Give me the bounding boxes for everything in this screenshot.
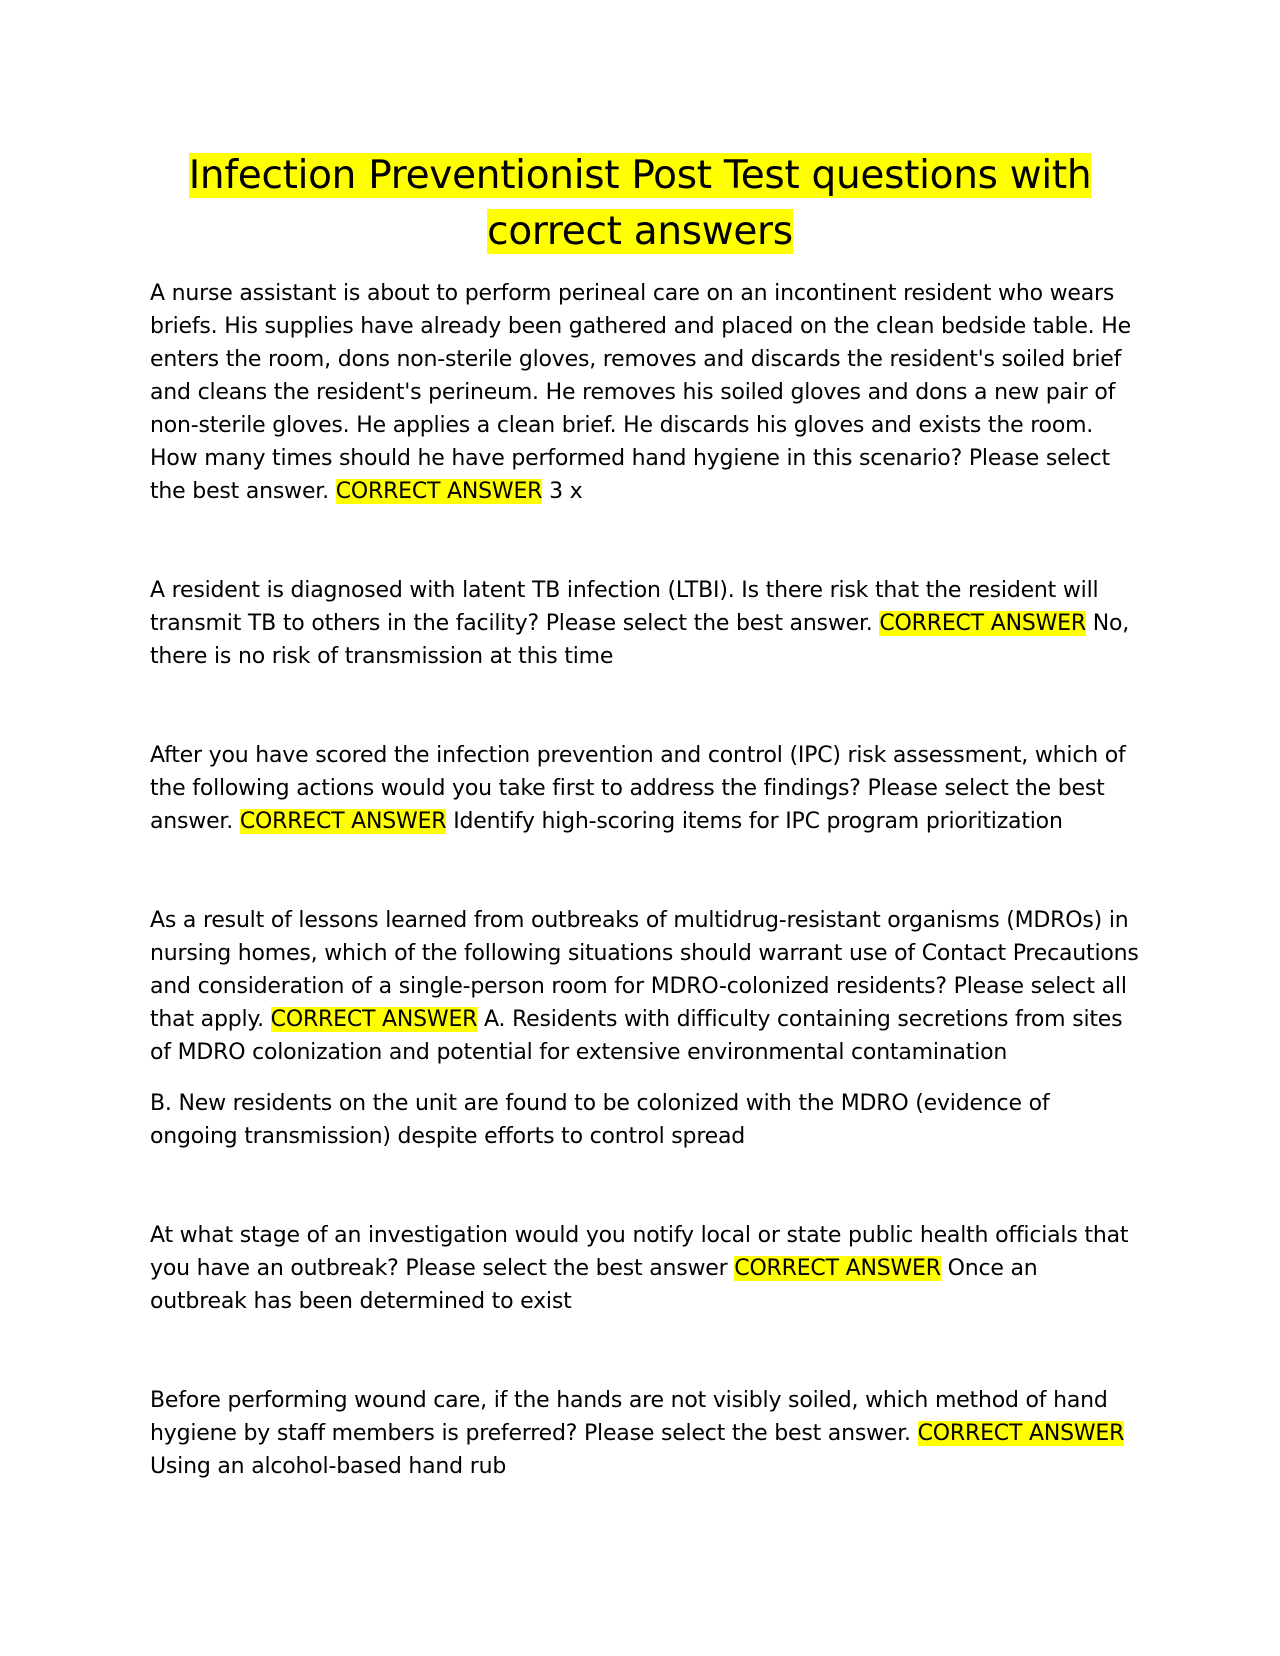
spacer — [150, 1153, 1140, 1219]
correct-answer-label: CORRECT ANSWER — [734, 1256, 941, 1281]
qa-item-4 — [150, 904, 1140, 1069]
qa-item-4-answer-b — [150, 1087, 1140, 1153]
spacer — [150, 508, 1140, 574]
question-text: At what stage of an investigation would you notify local or state public health officials that you have an outbreak? Please select the best answer — [150, 1223, 1129, 1281]
answer-text: 3 x — [549, 479, 583, 504]
answer-text: A. Residents with difficulty containing secretions from sites of MDRO colonization and potential for extensive environmental contamination — [150, 1007, 1123, 1065]
qa-item-2 — [150, 574, 1140, 673]
document-title — [140, 148, 1140, 260]
correct-answer-label: CORRECT ANSWER — [335, 479, 543, 504]
question-text: Before performing wound care, if the hands are not visibly soiled, which method of hand hygiene by staff members is preferred? Please select the best answer. — [150, 1388, 1108, 1446]
question-text: After you have scored the infection prevention and control (IPC) risk assessment, which of the following actions would you take first to address the findings? Please select the best answer. — [150, 743, 1126, 834]
question-text: As a result of lessons learned from outbreaks of multidrug-resistant organisms (MDROs) in nursing homes, which of the following situations should warrant use of Contact Precautions and consideration of a single-person room for MDRO-colonized residents? Please select all that apply. — [150, 908, 1139, 1032]
correct-answer-label: CORRECT ANSWER — [270, 1007, 478, 1032]
spacer — [150, 673, 1140, 739]
answer-text: Using an alcohol-based hand rub — [150, 1454, 507, 1479]
question-text: A resident is diagnosed with latent TB infection (LTBI). Is there risk that the resident will transmit TB to others in the facility? Please select the best answer. — [150, 578, 1099, 636]
answer-text: Once an outbreak has been determined to exist — [150, 1256, 1038, 1314]
question-text: A nurse assistant is about to perform perineal care on an incontinent resident who wears briefs. His supplies have already been gathered and placed on the clean bedside table. He enters the room, dons non-sterile gloves, removes and discards the resident's soiled brief and cleans the resident's perineum. He removes his soiled gloves and dons a new pair of non-sterile gloves. He applies a clean brief. He discards his gloves and exists the room. How many times should he have performed hand hygiene in this scenario? Please select the best answer. — [150, 281, 1131, 504]
answer-text: No, there is no risk of transmission at this time — [150, 611, 1130, 669]
document-body — [150, 277, 1140, 1483]
correct-answer-label: CORRECT ANSWER — [917, 1421, 1125, 1446]
qa-item-6 — [150, 1384, 1140, 1483]
correct-answer-label: CORRECT ANSWER — [879, 611, 1086, 636]
correct-answer-label: CORRECT ANSWER — [239, 809, 447, 834]
spacer — [150, 1069, 1140, 1087]
answer-text: B. New residents on the unit are found to be colonized with the MDRO (evidence of ongoing transmission) despite efforts to control spread — [150, 1091, 1050, 1149]
spacer — [150, 1318, 1140, 1384]
spacer — [150, 838, 1140, 904]
qa-item-3 — [150, 739, 1140, 838]
qa-item-1 — [150, 277, 1140, 508]
qa-item-5 — [150, 1219, 1140, 1318]
answer-text: Identify high-scoring items for IPC program prioritization — [453, 809, 1063, 834]
document-title-text: Infection Preventionist Post Test questions with correct answers — [188, 153, 1092, 254]
